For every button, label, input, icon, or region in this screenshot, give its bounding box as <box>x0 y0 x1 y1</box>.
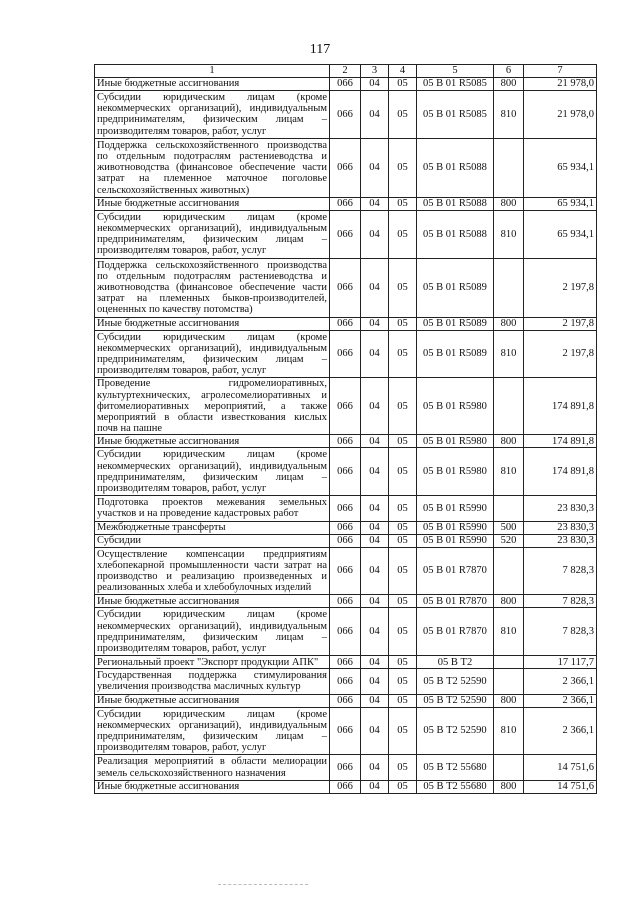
row-ministry-code: 066 <box>330 91 361 139</box>
row-target-article: 05 В 01 R5990 <box>417 534 494 547</box>
scan-edge-mark <box>218 884 308 885</box>
row-target-article: 05 В 01 R5980 <box>417 378 494 435</box>
row-subsection-code: 05 <box>389 755 417 780</box>
row-ministry-code: 066 <box>330 608 361 656</box>
table-row <box>95 707 597 755</box>
row-ministry-code: 066 <box>330 78 361 91</box>
row-ministry-code: 066 <box>330 780 361 793</box>
row-amount: 21 978,0 <box>524 91 597 139</box>
row-amount: 23 830,3 <box>524 521 597 534</box>
table-row <box>95 547 597 595</box>
row-ministry-code: 066 <box>330 330 361 378</box>
row-name-cell: Государственная поддержка стимулирования увеличения производства масличных культур <box>95 669 330 694</box>
row-amount: 2 366,1 <box>524 669 597 694</box>
row-subsection-code: 05 <box>389 669 417 694</box>
row-ministry-code: 066 <box>330 138 361 197</box>
row-amount: 2 197,8 <box>524 317 597 330</box>
row-name-cell: Иные бюджетные ассигнования <box>95 435 330 448</box>
row-section-code: 04 <box>361 707 389 755</box>
row-amount: 7 828,3 <box>524 608 597 656</box>
table-row <box>95 138 597 197</box>
row-expense-type: 810 <box>494 210 524 258</box>
row-target-article: 05 В Т2 <box>417 656 494 669</box>
table-row <box>95 78 597 91</box>
header-col-7: 7 <box>524 65 597 78</box>
row-section-code: 04 <box>361 496 389 521</box>
table-row <box>95 91 597 139</box>
row-section-code: 04 <box>361 330 389 378</box>
row-expense-type: 800 <box>494 317 524 330</box>
page-number: 117 <box>309 42 331 57</box>
row-name-cell: Субсидии юридическим лицам (кроме некоммерческих организаций), индивидуальным предпринимателям, физическим лицам – производителям товаров, работ, услуг <box>95 91 330 139</box>
header-col-3: 3 <box>361 65 389 78</box>
row-target-article: 05 В 01 R5088 <box>417 138 494 197</box>
row-subsection-code: 05 <box>389 694 417 707</box>
row-ministry-code: 066 <box>330 258 361 317</box>
row-expense-type: 800 <box>494 197 524 210</box>
row-amount: 174 891,8 <box>524 378 597 435</box>
row-name-cell: Субсидии юридическим лицам (кроме некоммерческих организаций), индивидуальным предпринимателям, физическим лицам – производителям товаров, работ, услуг <box>95 448 330 496</box>
row-amount: 2 197,8 <box>524 330 597 378</box>
table-row <box>95 608 597 656</box>
row-amount: 21 978,0 <box>524 78 597 91</box>
row-section-code: 04 <box>361 521 389 534</box>
row-expense-type <box>494 378 524 435</box>
row-subsection-code: 05 <box>389 317 417 330</box>
row-ministry-code: 066 <box>330 707 361 755</box>
row-target-article: 05 В 01 R5089 <box>417 317 494 330</box>
header-col-1: 1 <box>95 65 330 78</box>
row-section-code: 04 <box>361 78 389 91</box>
row-amount: 65 934,1 <box>524 197 597 210</box>
row-amount: 174 891,8 <box>524 435 597 448</box>
row-subsection-code: 05 <box>389 595 417 608</box>
row-expense-type: 800 <box>494 780 524 793</box>
row-name-cell: Иные бюджетные ассигнования <box>95 595 330 608</box>
row-section-code: 04 <box>361 694 389 707</box>
row-target-article: 05 В 01 R5990 <box>417 496 494 521</box>
row-amount: 14 751,6 <box>524 780 597 793</box>
row-name-cell: Субсидии <box>95 534 330 547</box>
row-subsection-code: 05 <box>389 448 417 496</box>
header-row <box>95 65 597 78</box>
row-target-article: 05 В 01 R5089 <box>417 258 494 317</box>
header-col-2: 2 <box>330 65 361 78</box>
row-subsection-code: 05 <box>389 707 417 755</box>
row-amount: 7 828,3 <box>524 547 597 595</box>
table-row <box>95 780 597 793</box>
table-row <box>95 521 597 534</box>
row-subsection-code: 05 <box>389 210 417 258</box>
row-section-code: 04 <box>361 534 389 547</box>
row-target-article: 05 В Т2 55680 <box>417 780 494 793</box>
row-subsection-code: 05 <box>389 258 417 317</box>
header-col-4: 4 <box>389 65 417 78</box>
row-section-code: 04 <box>361 258 389 317</box>
row-ministry-code: 066 <box>330 496 361 521</box>
row-subsection-code: 05 <box>389 197 417 210</box>
row-target-article: 05 В Т2 55680 <box>417 755 494 780</box>
row-name-cell: Подготовка проектов межевания земельных участков и на проведение кадастровых работ <box>95 496 330 521</box>
row-name-cell: Иные бюджетные ассигнования <box>95 197 330 210</box>
row-amount: 2 197,8 <box>524 258 597 317</box>
row-target-article: 05 В 01 R5980 <box>417 435 494 448</box>
row-subsection-code: 05 <box>389 330 417 378</box>
row-expense-type <box>494 258 524 317</box>
row-target-article: 05 В 01 R5089 <box>417 330 494 378</box>
row-name-cell: Иные бюджетные ассигнования <box>95 694 330 707</box>
row-name-cell: Иные бюджетные ассигнования <box>95 780 330 793</box>
row-ministry-code: 066 <box>330 694 361 707</box>
row-target-article: 05 В Т2 52590 <box>417 707 494 755</box>
row-expense-type: 810 <box>494 330 524 378</box>
row-subsection-code: 05 <box>389 496 417 521</box>
row-amount: 23 830,3 <box>524 496 597 521</box>
row-name-cell: Поддержка сельскохозяйственного производства по отдельным подотраслям растениеводства и животноводства (финансовое обеспечение части затрат на племенное маточное поголовье сельскохозяйственных животных) <box>95 138 330 197</box>
row-expense-type: 810 <box>494 448 524 496</box>
row-name-cell: Субсидии юридическим лицам (кроме некоммерческих организаций), индивидуальным предпринимателям, физическим лицам – производителям товаров, работ, услуг <box>95 210 330 258</box>
row-section-code: 04 <box>361 317 389 330</box>
row-section-code: 04 <box>361 448 389 496</box>
row-expense-type <box>494 496 524 521</box>
row-ministry-code: 066 <box>330 317 361 330</box>
header-col-6: 6 <box>494 65 524 78</box>
row-ministry-code: 066 <box>330 521 361 534</box>
row-section-code: 04 <box>361 595 389 608</box>
row-subsection-code: 05 <box>389 138 417 197</box>
row-subsection-code: 05 <box>389 656 417 669</box>
table-row <box>95 330 597 378</box>
row-amount: 17 117,7 <box>524 656 597 669</box>
row-expense-type: 810 <box>494 91 524 139</box>
row-expense-type: 800 <box>494 595 524 608</box>
row-ministry-code: 066 <box>330 656 361 669</box>
table-row <box>95 258 597 317</box>
row-ministry-code: 066 <box>330 595 361 608</box>
row-ministry-code: 066 <box>330 197 361 210</box>
row-section-code: 04 <box>361 197 389 210</box>
table-row <box>95 435 597 448</box>
row-section-code: 04 <box>361 210 389 258</box>
row-subsection-code: 05 <box>389 435 417 448</box>
row-section-code: 04 <box>361 91 389 139</box>
row-amount: 65 934,1 <box>524 138 597 197</box>
row-section-code: 04 <box>361 656 389 669</box>
row-target-article: 05 В 01 R5088 <box>417 210 494 258</box>
row-subsection-code: 05 <box>389 521 417 534</box>
row-section-code: 04 <box>361 780 389 793</box>
row-subsection-code: 05 <box>389 78 417 91</box>
row-target-article: 05 В 01 R5085 <box>417 78 494 91</box>
row-section-code: 04 <box>361 547 389 595</box>
row-ministry-code: 066 <box>330 534 361 547</box>
row-name-cell: Реализация мероприятий в области мелиорации земель сельскохозяйственного назначения <box>95 755 330 780</box>
row-expense-type: 520 <box>494 534 524 547</box>
row-target-article: 05 В Т2 52590 <box>417 694 494 707</box>
table-row <box>95 496 597 521</box>
row-name-cell: Поддержка сельскохозяйственного производства по отдельным подотраслям растениеводства и животноводства (финансовое обеспечение части затрат на племенных быков-производителей, оцененных по качеству потомства) <box>95 258 330 317</box>
budget-table <box>94 64 597 794</box>
row-section-code: 04 <box>361 608 389 656</box>
row-name-cell: Иные бюджетные ассигнования <box>95 78 330 91</box>
row-section-code: 04 <box>361 138 389 197</box>
row-expense-type <box>494 656 524 669</box>
row-expense-type: 810 <box>494 608 524 656</box>
row-section-code: 04 <box>361 378 389 435</box>
row-name-cell: Межбюджетные трансферты <box>95 521 330 534</box>
row-expense-type: 800 <box>494 435 524 448</box>
table-row <box>95 210 597 258</box>
row-subsection-code: 05 <box>389 780 417 793</box>
row-target-article: 05 В 01 R5085 <box>417 91 494 139</box>
row-expense-type <box>494 547 524 595</box>
row-expense-type: 810 <box>494 707 524 755</box>
row-section-code: 04 <box>361 755 389 780</box>
row-name-cell: Иные бюджетные ассигнования <box>95 317 330 330</box>
row-name-cell: Осуществление компенсации предприятиям хлебопекарной промышленности части затрат на производство и реализацию произведенных и реализованных хлеба и хлебобулочных изделий <box>95 547 330 595</box>
row-subsection-code: 05 <box>389 378 417 435</box>
table-row <box>95 317 597 330</box>
row-section-code: 04 <box>361 435 389 448</box>
row-name-cell: Субсидии юридическим лицам (кроме некоммерческих организаций), индивидуальным предпринимателям, физическим лицам – производителям товаров, работ, услуг <box>95 707 330 755</box>
table-row <box>95 694 597 707</box>
row-target-article: 05 В 01 R5088 <box>417 197 494 210</box>
table-row <box>95 448 597 496</box>
row-amount: 2 366,1 <box>524 694 597 707</box>
table-row <box>95 656 597 669</box>
row-target-article: 05 В 01 R7870 <box>417 608 494 656</box>
row-target-article: 05 В Т2 52590 <box>417 669 494 694</box>
row-amount: 7 828,3 <box>524 595 597 608</box>
table-row <box>95 595 597 608</box>
row-name-cell: Проведение гидромелиоративных, культуртехнических, агролесомелиоративных и фитомелиоративных мероприятий, а также мероприятий в области известкования кислых почв на пашне <box>95 378 330 435</box>
row-target-article: 05 В 01 R5980 <box>417 448 494 496</box>
table-row <box>95 534 597 547</box>
row-name-cell: Субсидии юридическим лицам (кроме некоммерческих организаций), индивидуальным предпринимателям, физическим лицам – производителям товаров, работ, услуг <box>95 608 330 656</box>
row-amount: 14 751,6 <box>524 755 597 780</box>
row-name-cell: Региональный проект "Экспорт продукции АПК" <box>95 656 330 669</box>
row-ministry-code: 066 <box>330 435 361 448</box>
row-target-article: 05 В 01 R5990 <box>417 521 494 534</box>
row-expense-type <box>494 755 524 780</box>
row-target-article: 05 В 01 R7870 <box>417 547 494 595</box>
table-row <box>95 197 597 210</box>
row-amount: 23 830,3 <box>524 534 597 547</box>
row-expense-type <box>494 669 524 694</box>
row-amount: 65 934,1 <box>524 210 597 258</box>
header-col-5: 5 <box>417 65 494 78</box>
row-expense-type: 800 <box>494 78 524 91</box>
row-target-article: 05 В 01 R7870 <box>417 595 494 608</box>
row-subsection-code: 05 <box>389 608 417 656</box>
table-row <box>95 755 597 780</box>
row-section-code: 04 <box>361 669 389 694</box>
row-subsection-code: 05 <box>389 91 417 139</box>
row-ministry-code: 066 <box>330 669 361 694</box>
row-amount: 2 366,1 <box>524 707 597 755</box>
row-expense-type <box>494 138 524 197</box>
row-ministry-code: 066 <box>330 378 361 435</box>
row-ministry-code: 066 <box>330 755 361 780</box>
row-ministry-code: 066 <box>330 448 361 496</box>
row-ministry-code: 066 <box>330 210 361 258</box>
row-subsection-code: 05 <box>389 534 417 547</box>
row-subsection-code: 05 <box>389 547 417 595</box>
row-name-cell: Субсидии юридическим лицам (кроме некоммерческих организаций), индивидуальным предпринимателям, физическим лицам – производителям товаров, работ, услуг <box>95 330 330 378</box>
row-amount: 174 891,8 <box>524 448 597 496</box>
row-ministry-code: 066 <box>330 547 361 595</box>
row-expense-type: 500 <box>494 521 524 534</box>
table-row <box>95 378 597 435</box>
table-row <box>95 669 597 694</box>
row-expense-type: 800 <box>494 694 524 707</box>
